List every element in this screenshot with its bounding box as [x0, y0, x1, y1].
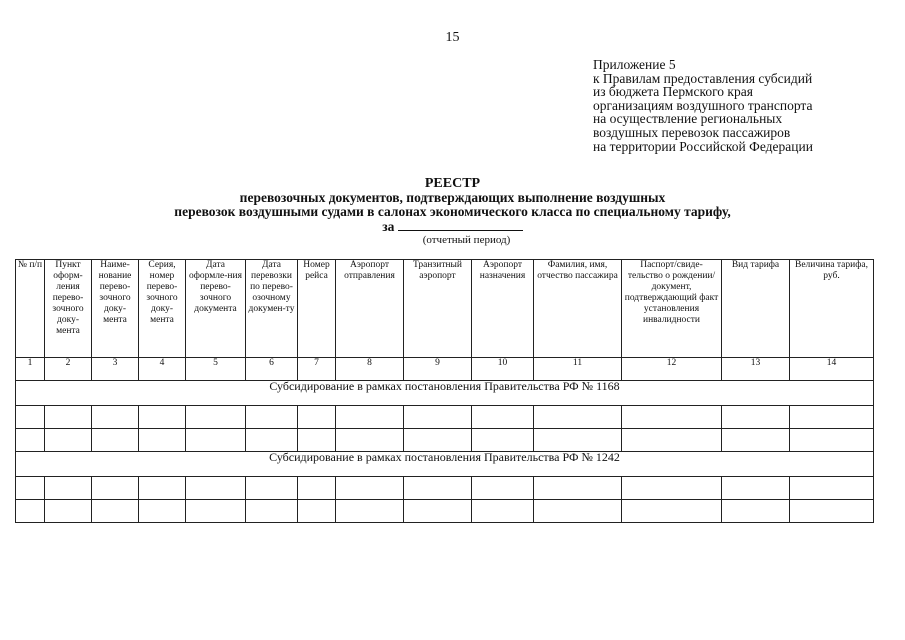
table-cell[interactable] — [534, 429, 622, 452]
column-header: Фамилия, имя, отчество пассажира — [534, 260, 622, 358]
table-cell[interactable] — [534, 477, 622, 500]
table-cell[interactable] — [622, 406, 722, 429]
table-cell[interactable] — [92, 500, 139, 523]
table-cell[interactable] — [45, 406, 92, 429]
appendix-line: организациям воздушного транспорта — [593, 97, 813, 113]
appendix-note — [593, 58, 893, 153]
table-cell[interactable] — [622, 477, 722, 500]
table-cell[interactable] — [336, 406, 404, 429]
period-caption: (отчетный период) — [422, 234, 511, 246]
title-line-2: перевозок воздушными судами в салонах экономического класса по специальному тарифу, — [174, 204, 731, 219]
column-number: 12 — [622, 358, 722, 381]
table-row — [16, 429, 874, 452]
table-cell[interactable] — [404, 500, 472, 523]
title-line-1: перевозочных документов, подтверждающих выполнение воздушных — [239, 190, 666, 205]
table-cell[interactable] — [298, 500, 336, 523]
table-cell[interactable] — [534, 500, 622, 523]
registry-table — [15, 259, 874, 523]
column-number: 3 — [92, 358, 139, 381]
table-cell[interactable] — [139, 406, 186, 429]
table-cell[interactable] — [472, 429, 534, 452]
table-cell[interactable] — [139, 429, 186, 452]
table-row — [16, 406, 874, 429]
section-row-1242 — [16, 452, 874, 477]
column-number: 4 — [139, 358, 186, 381]
table-cell[interactable] — [246, 500, 298, 523]
column-number: 9 — [404, 358, 472, 381]
table-cell[interactable] — [139, 477, 186, 500]
table-cell[interactable] — [92, 477, 139, 500]
table-cell[interactable] — [336, 429, 404, 452]
appendix-line: Приложение 5 — [593, 57, 676, 72]
column-header: Дата перевозки по перево-озочному докумен-ту — [246, 260, 298, 358]
table-cell[interactable] — [92, 429, 139, 452]
table-cell[interactable] — [298, 406, 336, 429]
table-cell[interactable] — [622, 500, 722, 523]
table-cell[interactable] — [790, 500, 874, 523]
column-number: 13 — [722, 358, 790, 381]
period-line — [0, 219, 905, 234]
table-cell[interactable] — [246, 477, 298, 500]
page-number: 15 — [445, 30, 460, 45]
column-number: 8 — [336, 358, 404, 381]
column-number: 7 — [298, 358, 336, 381]
table-cell[interactable] — [298, 477, 336, 500]
table-cell[interactable] — [404, 406, 472, 429]
table-cell[interactable] — [722, 406, 790, 429]
column-header: Пункт оформ-ления перево-зочного доку-мента — [45, 260, 92, 358]
column-number-row — [16, 358, 874, 381]
column-header: Аэропорт отправления — [336, 260, 404, 358]
table-cell[interactable] — [472, 477, 534, 500]
table-cell[interactable] — [16, 477, 45, 500]
table-cell[interactable] — [722, 429, 790, 452]
appendix-line: к Правилам предоставления субсидий — [593, 70, 813, 86]
table-cell[interactable] — [16, 500, 45, 523]
table-cell[interactable] — [472, 406, 534, 429]
column-number: 2 — [45, 358, 92, 381]
table-row — [16, 477, 874, 500]
table-cell[interactable] — [16, 429, 45, 452]
table-cell[interactable] — [139, 500, 186, 523]
column-header: Паспорт/свиде-тельство о рождении/ документ, подтверждающий факт установления инвалидности — [622, 260, 722, 358]
section-title: Субсидирование в рамках постановления Правительства РФ № 1168 — [16, 381, 874, 406]
table-row — [16, 500, 874, 523]
column-header: Транзитный аэропорт — [404, 260, 472, 358]
column-number: 11 — [534, 358, 622, 381]
table-cell[interactable] — [16, 406, 45, 429]
column-header: № п/п — [16, 260, 45, 358]
title-main: РЕЕСТР — [424, 176, 481, 191]
table-cell[interactable] — [45, 429, 92, 452]
table-cell[interactable] — [336, 500, 404, 523]
column-number: 5 — [186, 358, 246, 381]
section-title: Субсидирование в рамках постановления Правительства РФ № 1242 — [16, 452, 874, 477]
table-cell[interactable] — [45, 477, 92, 500]
table-cell[interactable] — [186, 500, 246, 523]
table-cell[interactable] — [472, 500, 534, 523]
table-cell[interactable] — [298, 429, 336, 452]
header-row — [16, 260, 874, 358]
table-cell[interactable] — [186, 477, 246, 500]
table-cell[interactable] — [722, 500, 790, 523]
table-cell[interactable] — [622, 429, 722, 452]
table-cell[interactable] — [790, 429, 874, 452]
table-cell[interactable] — [186, 429, 246, 452]
appendix-line: воздушных перевозок пассажиров — [593, 124, 791, 140]
table-cell[interactable] — [404, 429, 472, 452]
period-prefix: за — [382, 219, 395, 234]
table-cell[interactable] — [790, 406, 874, 429]
section-row-1168 — [16, 381, 874, 406]
table-cell[interactable] — [722, 477, 790, 500]
table-cell[interactable] — [186, 406, 246, 429]
document-title — [0, 177, 905, 234]
column-header: Величина тарифа, руб. — [790, 260, 874, 358]
table-cell[interactable] — [336, 477, 404, 500]
column-number: 14 — [790, 358, 874, 381]
period-blank-field[interactable] — [398, 219, 523, 231]
column-header: Вид тарифа — [722, 260, 790, 358]
column-number: 6 — [246, 358, 298, 381]
appendix-line: из бюджета Пермского края — [593, 84, 753, 100]
appendix-line: на осуществление региональных — [593, 111, 783, 127]
table-cell[interactable] — [45, 500, 92, 523]
appendix-line: на территории Российской Федерации — [593, 138, 813, 154]
table-cell[interactable] — [404, 477, 472, 500]
table-cell[interactable] — [790, 477, 874, 500]
column-header: Наиме-нование перево-зочного доку-мента — [92, 260, 139, 358]
table-cell[interactable] — [92, 406, 139, 429]
column-header: Дата оформле-ния перево-зочного документа — [186, 260, 246, 358]
table-cell[interactable] — [246, 429, 298, 452]
table-cell[interactable] — [534, 406, 622, 429]
column-header: Аэропорт назначения — [472, 260, 534, 358]
column-number: 1 — [16, 358, 45, 381]
column-number: 10 — [472, 358, 534, 381]
table-cell[interactable] — [246, 406, 298, 429]
column-header: Серия, номер перево-зочного доку-мента — [139, 260, 186, 358]
column-header: Номер рейса — [298, 260, 336, 358]
